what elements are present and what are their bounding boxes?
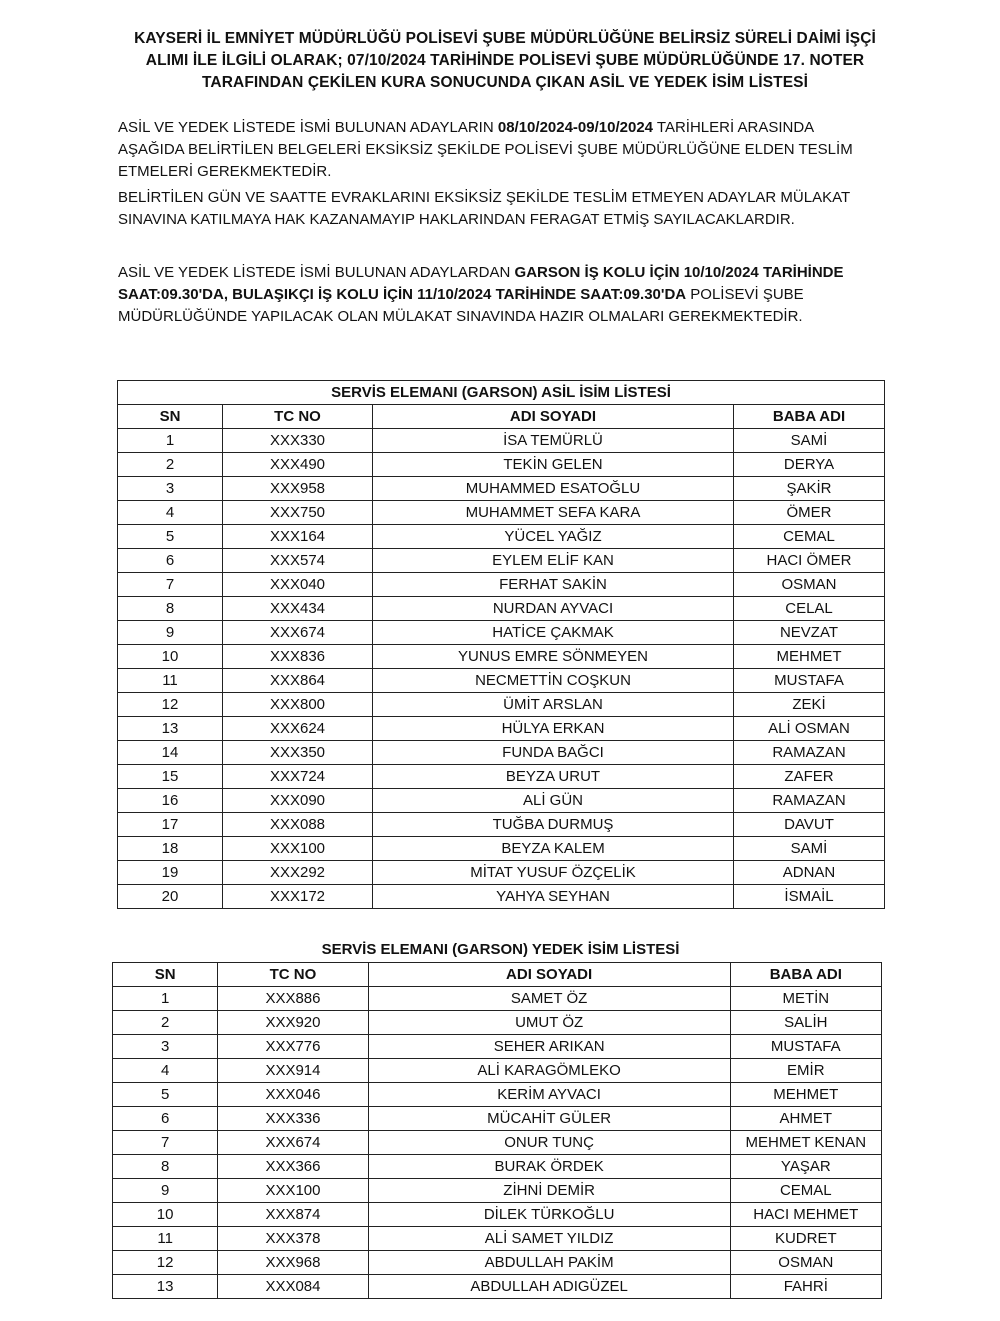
yedek-list-table xyxy=(112,962,882,1299)
table-row xyxy=(113,1227,882,1251)
cell-tc-no: XXX330 xyxy=(223,429,373,453)
cell-tc-no: XXX674 xyxy=(223,621,373,645)
cell-sn: 4 xyxy=(113,1059,218,1083)
instructions-paragraph-3: ASİL VE YEDEK LİSTEDE İSMİ BULUNAN ADAYLARDAN GARSON İŞ KOLU İÇİN 10/10/2024 TARİHİNDE SAAT:09.30'DA, BULAŞIKÇI İŞ KOLU İÇİN 11/10/2024 TARİHİNDE SAAT:09.30'DA POLİSEVİ ŞUBE MÜDÜRLÜĞÜNDE YAPILACAK OLAN MÜLAKAT SINAVINDA HAZIR OLMALARI GEREKMEKTEDİR. xyxy=(118,264,844,325)
cell-name: MİTAT YUSUF ÖZÇELİK xyxy=(373,861,734,885)
cell-name: ABDULLAH ADIGÜZEL xyxy=(368,1275,730,1299)
cell-father-name: ÖMER xyxy=(734,501,885,525)
cell-name: FUNDA BAĞCI xyxy=(373,741,734,765)
cell-father-name: KUDRET xyxy=(730,1227,881,1251)
instructions-paragraph-2: BELİRTİLEN GÜN VE SAATTE EVRAKLARINI EKSİKSİZ ŞEKİLDE TESLİM ETMEYEN ADAYLAR MÜLAKAT SINAVINA KATILMAYA HAK KAZANAMAYIP HAKLARINDAN FERAGAT ETMİŞ SAYILACAKLARDIR. xyxy=(118,189,850,228)
cell-father-name: MEHMET xyxy=(734,645,885,669)
cell-tc-no: XXX366 xyxy=(218,1155,368,1179)
column-header-tc: TC NO xyxy=(218,963,368,987)
table-row xyxy=(118,837,885,861)
cell-sn: 5 xyxy=(113,1083,218,1107)
cell-father-name: ŞAKİR xyxy=(734,477,885,501)
table-row xyxy=(118,525,885,549)
cell-tc-no: XXX090 xyxy=(223,789,373,813)
cell-name: ALİ GÜN xyxy=(373,789,734,813)
table-row xyxy=(118,669,885,693)
cell-tc-no: XXX172 xyxy=(223,885,373,909)
cell-tc-no: XXX836 xyxy=(223,645,373,669)
cell-father-name: FAHRİ xyxy=(730,1275,881,1299)
cell-sn: 2 xyxy=(118,453,223,477)
asil-list-title: SERVİS ELEMANI (GARSON) ASİL İSİM LİSTESİ xyxy=(118,381,885,405)
cell-father-name: CELAL xyxy=(734,597,885,621)
cell-father-name: ZEKİ xyxy=(734,693,885,717)
cell-sn: 5 xyxy=(118,525,223,549)
table-row xyxy=(113,1155,882,1179)
cell-sn: 4 xyxy=(118,501,223,525)
cell-tc-no: XXX958 xyxy=(223,477,373,501)
cell-father-name: HACI MEHMET xyxy=(730,1203,881,1227)
cell-tc-no: XXX776 xyxy=(218,1035,368,1059)
cell-father-name: OSMAN xyxy=(730,1251,881,1275)
cell-tc-no: XXX040 xyxy=(223,573,373,597)
cell-tc-no: XXX750 xyxy=(223,501,373,525)
cell-father-name: MEHMET KENAN xyxy=(730,1131,881,1155)
cell-name: TUĞBA DURMUŞ xyxy=(373,813,734,837)
cell-name: SAMET ÖZ xyxy=(368,987,730,1011)
cell-tc-no: XXX378 xyxy=(218,1227,368,1251)
cell-father-name: NEVZAT xyxy=(734,621,885,645)
cell-tc-no: XXX574 xyxy=(223,549,373,573)
cell-father-name: HACI ÖMER xyxy=(734,549,885,573)
cell-father-name: ADNAN xyxy=(734,861,885,885)
column-header-father: BABA ADI xyxy=(730,963,881,987)
cell-sn: 15 xyxy=(118,765,223,789)
cell-name: HATİCE ÇAKMAK xyxy=(373,621,734,645)
cell-father-name: RAMAZAN xyxy=(734,741,885,765)
yedek-list-body xyxy=(113,987,882,1299)
cell-name: EYLEM ELİF KAN xyxy=(373,549,734,573)
table-row xyxy=(113,1083,882,1107)
table-row xyxy=(118,717,885,741)
cell-sn: 3 xyxy=(113,1035,218,1059)
cell-sn: 10 xyxy=(113,1203,218,1227)
cell-tc-no: XXX088 xyxy=(223,813,373,837)
column-header-name: ADI SOYADI xyxy=(368,963,730,987)
table-row xyxy=(118,789,885,813)
cell-name: MUHAMMET SEFA KARA xyxy=(373,501,734,525)
document-title: KAYSERİ İL EMNİYET MÜDÜRLÜĞÜ POLİSEVİ ŞUBE MÜDÜRLÜĞÜNE BELİRSİZ SÜRELİ DAİMİ İŞÇİ ALIMI İLE İLGİLİ OLARAK; 07/10/2024 TARİHİNDE POLİSEVİ ŞUBE MÜDÜRLÜĞÜNDE 17. NOTER TARAFINDAN ÇEKİLEN KURA SONUCUNDA ÇIKAN ASİL VE YEDEK İSİM LİSTESİ xyxy=(134,30,876,91)
cell-name: ONUR TUNÇ xyxy=(368,1131,730,1155)
cell-tc-no: XXX434 xyxy=(223,597,373,621)
table-row xyxy=(118,453,885,477)
cell-name: ALİ KARAGÖMLEKO xyxy=(368,1059,730,1083)
cell-sn: 17 xyxy=(118,813,223,837)
cell-name: ABDULLAH PAKİM xyxy=(368,1251,730,1275)
cell-name: TEKİN GELEN xyxy=(373,453,734,477)
table-row xyxy=(113,1251,882,1275)
cell-tc-no: XXX336 xyxy=(218,1107,368,1131)
cell-father-name: MUSTAFA xyxy=(734,669,885,693)
yedek-list-title: SERVİS ELEMANI (GARSON) YEDEK İSİM LİSTESİ xyxy=(321,941,680,958)
cell-sn: 19 xyxy=(118,861,223,885)
cell-father-name: SAMİ xyxy=(734,837,885,861)
cell-tc-no: XXX724 xyxy=(223,765,373,789)
column-header-tc: TC NO xyxy=(223,405,373,429)
cell-name: YAHYA SEYHAN xyxy=(373,885,734,909)
table-row xyxy=(118,861,885,885)
cell-name: HÜLYA ERKAN xyxy=(373,717,734,741)
table-row xyxy=(118,597,885,621)
cell-tc-no: XXX100 xyxy=(218,1179,368,1203)
table-row xyxy=(118,621,885,645)
cell-name: DİLEK TÜRKOĞLU xyxy=(368,1203,730,1227)
cell-tc-no: XXX084 xyxy=(218,1275,368,1299)
cell-father-name: RAMAZAN xyxy=(734,789,885,813)
cell-sn: 7 xyxy=(113,1131,218,1155)
table-row xyxy=(113,1203,882,1227)
cell-tc-no: XXX874 xyxy=(218,1203,368,1227)
cell-sn: 10 xyxy=(118,645,223,669)
cell-sn: 11 xyxy=(113,1227,218,1251)
cell-tc-no: XXX864 xyxy=(223,669,373,693)
cell-name: KERİM AYVACI xyxy=(368,1083,730,1107)
table-row xyxy=(118,429,885,453)
cell-tc-no: XXX164 xyxy=(223,525,373,549)
table-row xyxy=(113,1011,882,1035)
cell-father-name: SALİH xyxy=(730,1011,881,1035)
table-row xyxy=(118,477,885,501)
cell-sn: 8 xyxy=(113,1155,218,1179)
cell-father-name: YAŞAR xyxy=(730,1155,881,1179)
cell-father-name: DERYA xyxy=(734,453,885,477)
table-row xyxy=(118,573,885,597)
table-row xyxy=(113,1131,882,1155)
asil-list-table xyxy=(117,380,885,909)
cell-name: ÜMİT ARSLAN xyxy=(373,693,734,717)
cell-tc-no: XXX886 xyxy=(218,987,368,1011)
cell-sn: 3 xyxy=(118,477,223,501)
cell-name: NURDAN AYVACI xyxy=(373,597,734,621)
cell-tc-no: XXX800 xyxy=(223,693,373,717)
table-row xyxy=(118,645,885,669)
table-row xyxy=(113,1275,882,1299)
cell-father-name: CEMAL xyxy=(734,525,885,549)
cell-sn: 11 xyxy=(118,669,223,693)
cell-name: İSA TEMÜRLÜ xyxy=(373,429,734,453)
table-row xyxy=(118,549,885,573)
cell-sn: 12 xyxy=(113,1251,218,1275)
table-row xyxy=(118,885,885,909)
table-row xyxy=(118,741,885,765)
cell-father-name: MEHMET xyxy=(730,1083,881,1107)
table-row xyxy=(113,1179,882,1203)
cell-father-name: İSMAİL xyxy=(734,885,885,909)
cell-tc-no: XXX920 xyxy=(218,1011,368,1035)
cell-name: YUNUS EMRE SÖNMEYEN xyxy=(373,645,734,669)
cell-sn: 13 xyxy=(113,1275,218,1299)
cell-sn: 9 xyxy=(113,1179,218,1203)
asil-list-body xyxy=(118,429,885,909)
table-row xyxy=(113,1107,882,1131)
table-row xyxy=(118,813,885,837)
cell-sn: 13 xyxy=(118,717,223,741)
column-header-sn: SN xyxy=(113,963,218,987)
cell-father-name: CEMAL xyxy=(730,1179,881,1203)
cell-sn: 7 xyxy=(118,573,223,597)
column-header-name: ADI SOYADI xyxy=(373,405,734,429)
cell-sn: 18 xyxy=(118,837,223,861)
cell-sn: 12 xyxy=(118,693,223,717)
cell-tc-no: XXX968 xyxy=(218,1251,368,1275)
cell-tc-no: XXX914 xyxy=(218,1059,368,1083)
cell-tc-no: XXX490 xyxy=(223,453,373,477)
column-header-sn: SN xyxy=(118,405,223,429)
cell-father-name: OSMAN xyxy=(734,573,885,597)
cell-name: ALİ SAMET YILDIZ xyxy=(368,1227,730,1251)
cell-father-name: SAMİ xyxy=(734,429,885,453)
table-row xyxy=(113,987,882,1011)
cell-name: NECMETTİN COŞKUN xyxy=(373,669,734,693)
cell-sn: 8 xyxy=(118,597,223,621)
cell-father-name: ZAFER xyxy=(734,765,885,789)
table-row xyxy=(113,1035,882,1059)
table-row xyxy=(118,693,885,717)
cell-father-name: METİN xyxy=(730,987,881,1011)
cell-sn: 6 xyxy=(113,1107,218,1131)
cell-name: BEYZA URUT xyxy=(373,765,734,789)
table-row xyxy=(118,501,885,525)
cell-name: MÜCAHİT GÜLER xyxy=(368,1107,730,1131)
cell-name: MUHAMMED ESATOĞLU xyxy=(373,477,734,501)
cell-sn: 14 xyxy=(118,741,223,765)
cell-tc-no: XXX674 xyxy=(218,1131,368,1155)
cell-tc-no: XXX046 xyxy=(218,1083,368,1107)
cell-sn: 16 xyxy=(118,789,223,813)
cell-father-name: EMİR xyxy=(730,1059,881,1083)
cell-name: UMUT ÖZ xyxy=(368,1011,730,1035)
cell-sn: 1 xyxy=(118,429,223,453)
cell-sn: 20 xyxy=(118,885,223,909)
cell-sn: 1 xyxy=(113,987,218,1011)
cell-sn: 2 xyxy=(113,1011,218,1035)
table-row xyxy=(113,1059,882,1083)
cell-father-name: DAVUT xyxy=(734,813,885,837)
cell-father-name: MUSTAFA xyxy=(730,1035,881,1059)
cell-name: YÜCEL YAĞIZ xyxy=(373,525,734,549)
cell-tc-no: XXX350 xyxy=(223,741,373,765)
cell-name: SEHER ARIKAN xyxy=(368,1035,730,1059)
cell-sn: 6 xyxy=(118,549,223,573)
table-row xyxy=(118,765,885,789)
instructions-paragraph-1: ASİL VE YEDEK LİSTEDE İSMİ BULUNAN ADAYLARIN 08/10/2024-09/10/2024 TARİHLERİ ARASINDA AŞAĞIDA BELİRTİLEN BELGELERİ EKSİKSİZ ŞEKİLDE POLİSEVİ ŞUBE MÜDÜRLÜĞÜNE ELDEN TESLİM ETMELERİ GEREKMEKTEDİR. xyxy=(118,119,853,180)
cell-father-name: AHMET xyxy=(730,1107,881,1131)
cell-tc-no: XXX100 xyxy=(223,837,373,861)
cell-name: ZİHNİ DEMİR xyxy=(368,1179,730,1203)
cell-tc-no: XXX624 xyxy=(223,717,373,741)
column-header-father: BABA ADI xyxy=(734,405,885,429)
cell-name: BURAK ÖRDEK xyxy=(368,1155,730,1179)
cell-sn: 9 xyxy=(118,621,223,645)
cell-name: FERHAT SAKİN xyxy=(373,573,734,597)
cell-name: BEYZA KALEM xyxy=(373,837,734,861)
cell-tc-no: XXX292 xyxy=(223,861,373,885)
cell-father-name: ALİ OSMAN xyxy=(734,717,885,741)
